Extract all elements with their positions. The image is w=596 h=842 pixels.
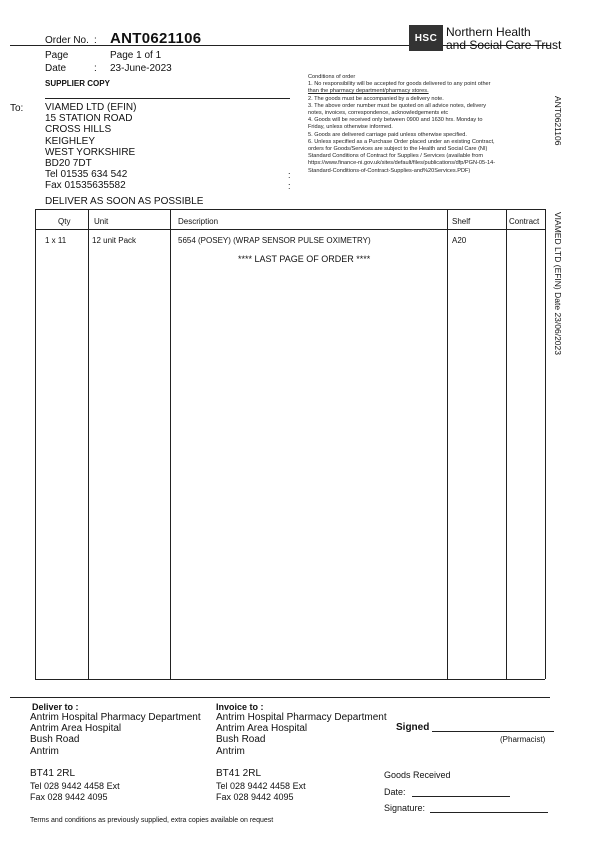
invoice-to-fax: Fax 028 9442 4095 (216, 792, 294, 802)
col-header-shelf: Shelf (452, 217, 471, 226)
table-divider (35, 209, 36, 679)
to-label: To: (10, 103, 24, 114)
supplier-address-line: KEIGHLEY (45, 135, 96, 147)
table-divider (447, 209, 448, 679)
pharmacist-label: (Pharmacist) (500, 735, 546, 744)
table-divider (88, 209, 89, 679)
condition-line: 3. The above order number must be quoted on all advice notes, delivery (308, 102, 487, 109)
invoice-to-label: Invoice to : (216, 702, 264, 712)
row-description: 5654 (POSEY) (WRAP SENSOR PULSE OXIMETRY) (178, 236, 371, 245)
row-unit: 12 unit Pack (92, 236, 137, 245)
invoice-to-line: Antrim Hospital Pharmacy Department (216, 712, 387, 723)
signed-line[interactable] (432, 731, 554, 732)
page-label: Page (45, 50, 69, 61)
supplier-address-line: CROSS HILLS (45, 124, 112, 136)
condition-line: Standard Conditions of Contract for Supplies / Services (available from (308, 153, 484, 160)
address-top-rule (45, 98, 290, 99)
deliver-to-fax: Fax 028 9442 4095 (30, 792, 108, 802)
col-header-unit: Unit (94, 217, 109, 226)
deliver-to-line: Antrim (30, 745, 59, 757)
invoice-to-address (216, 712, 387, 757)
deliver-to-label: Deliver to : (32, 702, 79, 712)
supplier-copy-label: SUPPLIER COPY (45, 79, 110, 88)
supplier-tel: Tel 01535 634 542 (45, 169, 128, 181)
condition-line: 2. The goods must be accompanied by a delivery note. (308, 95, 444, 102)
order-no-sep: : (94, 35, 97, 46)
date-label: Date (45, 63, 67, 74)
trust-name-line1: Northern Health (446, 25, 531, 39)
last-page-marker: **** LAST PAGE OF ORDER **** (238, 254, 371, 264)
hsc-logo: HSC (409, 25, 443, 51)
deliver-to-line: Antrim Hospital Pharmacy Department (30, 712, 201, 723)
goods-received-signature-line[interactable] (430, 812, 548, 813)
condition-line: Standard-Conditions-of-Contract-Supplies-and%20Services.PDF) (308, 167, 471, 174)
col-header-description: Description (178, 217, 219, 226)
invoice-to-line: Antrim (216, 745, 245, 757)
condition-line: 1. No responsibility will be accepted for goods delivered to any point other (308, 81, 491, 88)
supplier-address-line: 15 STATION ROAD (45, 113, 133, 125)
table-divider (545, 209, 546, 679)
goods-received-date-line[interactable] (412, 796, 510, 797)
side-supplier-date: VIAMED LTD (EFIN) Date 23/06/2023 (553, 212, 563, 355)
condition-line: Friday, unless otherwise informed. (308, 124, 393, 131)
fax-colon: : (288, 181, 291, 191)
order-no-label: Order No. (45, 35, 89, 46)
date-sep: : (94, 63, 97, 74)
deliver-to-tel: Tel 028 9442 4458 Ext (30, 781, 120, 791)
condition-line: 5. Goods are delivered carriage paid unless otherwise specified. (308, 131, 467, 138)
deliver-to-address (30, 712, 201, 757)
trust-name-line2: and Social Care Trust (446, 38, 562, 52)
page-value: Page 1 of 1 (110, 50, 162, 61)
condition-line: than the pharmacy department/pharmacy stores. (308, 88, 429, 95)
conditions-of-order (308, 74, 543, 175)
goods-received-signature-label: Signature: (384, 803, 426, 813)
condition-line: 6. Unless specified as a Purchase Order placed under an existing Contract, (308, 138, 495, 145)
condition-line: notes, invoices, correspondence, acknowledgements etc (308, 110, 449, 117)
supplier-fax: Fax 01535635582 (45, 180, 126, 192)
condition-line: orders for Goods/Services are subject to the Health and Social Care (NI) (308, 146, 488, 153)
row-shelf: A20 (452, 236, 467, 245)
supplier-postcode: BD20 7DT (45, 158, 92, 170)
table-divider (170, 209, 171, 679)
invoice-to-tel: Tel 028 9442 4458 Ext (216, 781, 306, 791)
footer-top-rule (10, 697, 550, 698)
side-order-number: ANT0621106 (553, 96, 563, 146)
deliver-to-postcode: BT41 2RL (30, 768, 76, 779)
supplier-address-line: WEST YORKSHIRE (45, 146, 136, 158)
row-qty: 1 x 11 (45, 236, 67, 245)
footer-terms: Terms and conditions as previously supplied, extra copies available on request (30, 817, 274, 824)
table-divider (506, 209, 507, 679)
supplier-name: VIAMED LTD (EFIN) (45, 102, 137, 113)
deliver-to-line: Bush Road (30, 734, 80, 746)
order-number: ANT0621106 (110, 30, 202, 47)
deliver-to-line: Antrim Area Hospital (30, 723, 122, 735)
table-bottom-rule (35, 679, 545, 680)
goods-received-title: Goods Received (384, 770, 451, 780)
conditions-title: Conditions of order (308, 74, 356, 80)
invoice-to-line: Antrim Area Hospital (216, 723, 308, 735)
goods-received-date-label: Date: (384, 787, 406, 797)
supplier-address (45, 102, 136, 192)
table-top-rule (35, 209, 545, 210)
col-header-contract: Contract (509, 217, 540, 226)
condition-line: 4. Goods will be received only between 0900 and 1630 hrs. Monday to (308, 117, 483, 124)
deliver-note: DELIVER AS SOON AS POSSIBLE (45, 196, 204, 207)
order-date: 23-June-2023 (110, 63, 172, 74)
invoice-to-postcode: BT41 2RL (216, 768, 262, 779)
signed-label: Signed (396, 722, 430, 733)
invoice-to-line: Bush Road (216, 734, 266, 746)
table-header-rule (35, 229, 545, 230)
col-header-qty: Qty (58, 217, 71, 226)
condition-line: https://www.finance-ni.gov.uk/sites/default/files/publications/dfp/PGN-05-14- (308, 160, 496, 167)
tel-colon: : (288, 170, 291, 180)
